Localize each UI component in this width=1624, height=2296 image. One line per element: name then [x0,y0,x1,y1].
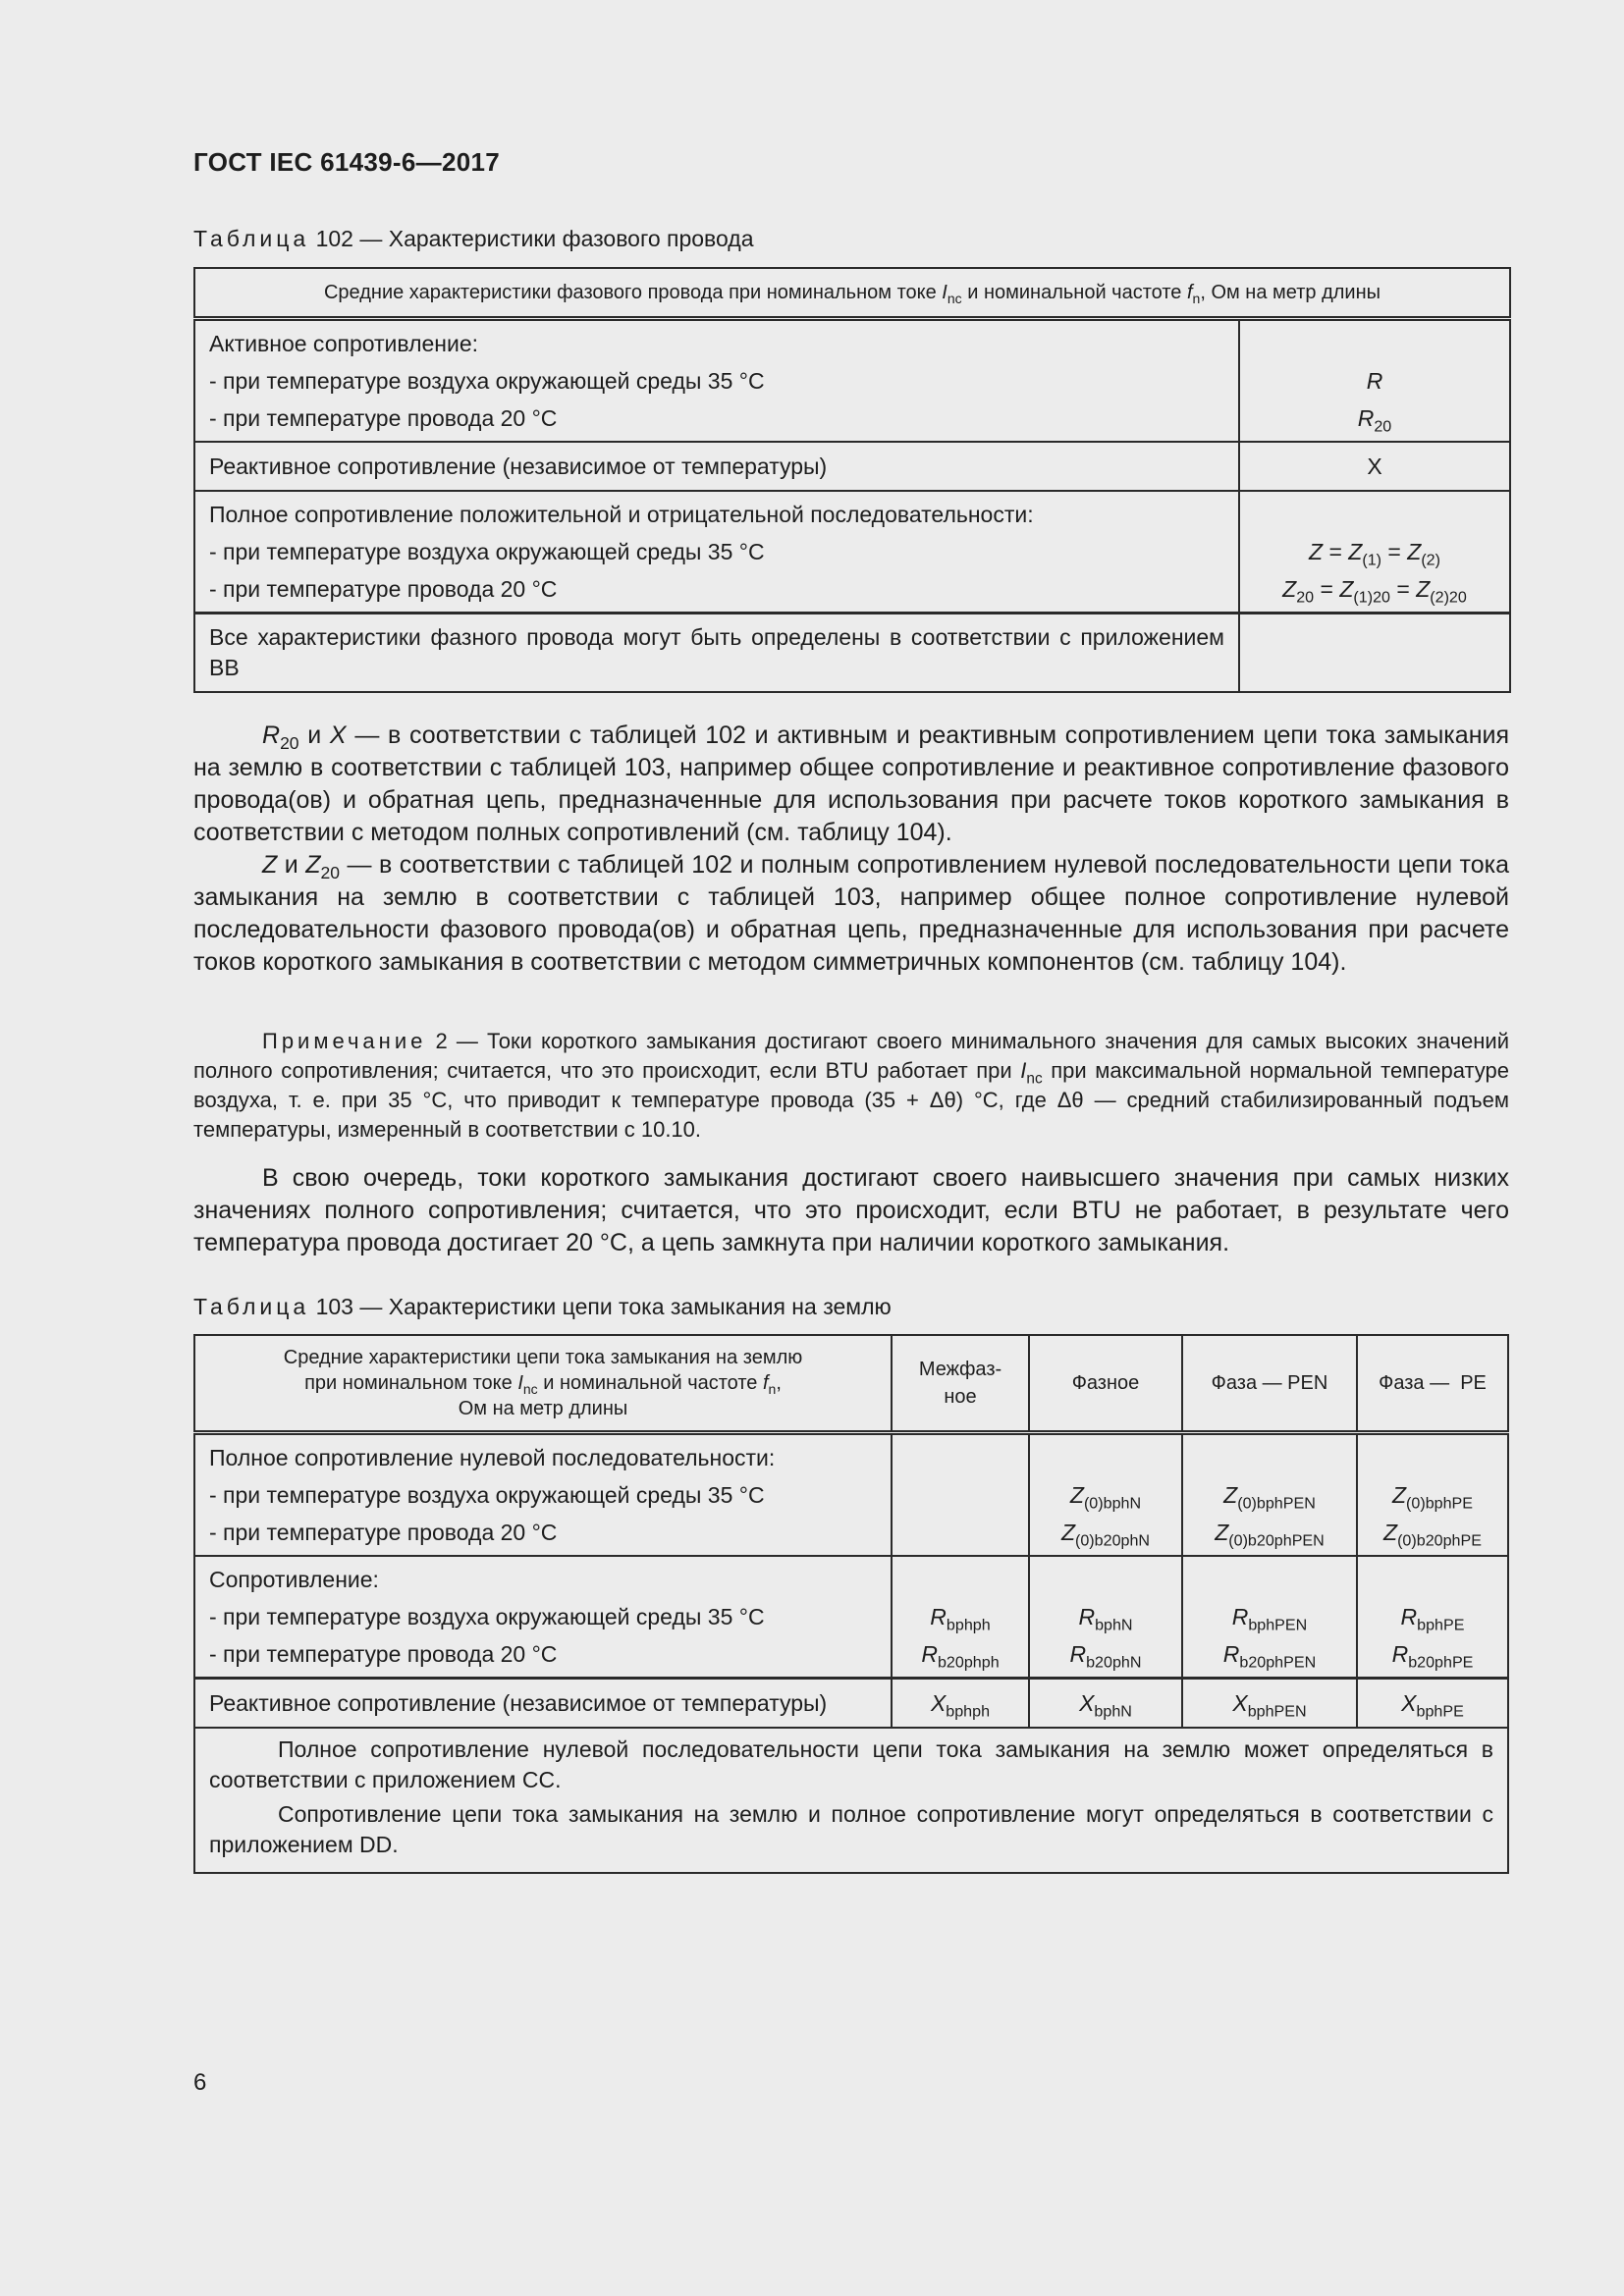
table-102-header-row [194,268,1510,319]
row-value-cell: $X_{bphph}$ [892,1679,1029,1729]
table-row [194,614,1510,693]
row-label-cell: Полное сопротивление нулевой последовательности: - при температуре воздуха окружающей среды 35 °С - при температуре провода 20 °С [194,1433,892,1557]
header-phase-cell: Фазное [1029,1335,1182,1433]
row-value-cell [892,1433,1029,1557]
table-row [194,442,1510,491]
table-footnote-row [194,1728,1508,1873]
caption-word: Таблица [193,226,310,251]
table-row [194,491,1510,614]
caption-text: 102 — Характеристики фазового провода [309,226,754,251]
paragraph-highest-value: В свою очередь, токи короткого замыкания достигают своего наивысшего значения при самых низких значениях полного сопротивления; считается, что это происходит, если BTU не работает, в результате чего температура провода достигает 20 °С, а цепь замкнута при наличии короткого замыкания. [193,1164,1509,1256]
row-value-cell: $X_{bphPE}$ [1357,1679,1508,1729]
table-102 [193,267,1511,693]
row-value-cell: X [1239,442,1510,491]
row-label-cell: Реактивное сопротивление (независимое от температуры) [194,442,1239,491]
caption-word: Таблица [193,1294,310,1319]
header-description-cell: Средние характеристики цепи тока замыкания на землю при номинальном токе $I_{nc}$ и номинальной частоте $f_n$, Ом на метр длины [194,1335,892,1433]
body-paragraphs [193,720,1509,979]
paragraph-r20: $R_{20}$ и X — в соответствии с таблицей 102 и активным и реактивным сопротивлением цепи тока замыкания на землю в соответствии с таблицей 103, например общее сопротивление и реактивное сопротивление фазового провода(ов) и обратная цепь, предназначенные для использования при расчете токов короткого замыкания в соответствии с методом полных сопротивлений (см. таблицу 104). [193,721,1510,846]
paragraph-z20: Z и $Z_{20}$ — в соответствии с таблицей 102 и полным сопротивлением нулевой последовательности цепи тока замыкания на землю в соответствии с таблицей 103, например общее полное сопротивление нулевой последовательности фазового провода(ов) и обратная цепь, предназначенные для использования при расчете токов короткого замыкания в соответствии с методом симметричных компонентов (см. таблицу 104). [193,851,1509,976]
table-row [194,1556,1508,1679]
row-value-cell: R $R_{20}$ [1239,319,1510,443]
table-103-caption [193,1294,892,1320]
row-label-cell: Активное сопротивление: - при температуре воздуха окружающей среды 35 °С - при температуре провода 20 °С [194,319,1239,443]
table-103 [193,1334,1509,1874]
header-phase-pe-cell: Фаза — PE [1357,1335,1508,1433]
row-label-cell: Все характеристики фазного провода могут быть определены в соответствии с приложением ВВ [194,614,1239,693]
table-102-header-cell: Средние характеристики фазового провода при номинальном токе $I_{nc}$ и номинальной частоте $f_n$, Ом на метр длины [194,268,1510,319]
row-value-cell: $R_{bphN}$ $R_{b20phN}$ [1029,1556,1182,1679]
row-label-cell: Реактивное сопротивление (независимое от температуры) [194,1679,892,1729]
row-value-cell: $Z_{(0)bphPEN}$ $Z_{(0)b20phPEN}$ [1182,1433,1357,1557]
row-label-cell: Сопротивление: - при температуре воздуха окружающей среды 35 °С - при температуре провода 20 °С [194,1556,892,1679]
row-value-cell [1239,614,1510,693]
header-interphase-cell: Межфаз-ное [892,1335,1029,1433]
table-row [194,1433,1508,1557]
row-label-cell: Полное сопротивление положительной и отрицательной последовательности: - при температуре воздуха окружающей среды 35 °С - при температуре провода 20 °С [194,491,1239,614]
document-header: ГОСТ IEC 61439-6—2017 [193,147,500,177]
row-value-cell: $X_{bphN}$ [1029,1679,1182,1729]
header-phase-pen-cell: Фаза — PEN [1182,1335,1357,1433]
row-value-cell: $R_{bphPEN}$ $R_{b20phPEN}$ [1182,1556,1357,1679]
table-row [194,1679,1508,1729]
row-value-cell: $Z_{(0)bphN}$ $Z_{(0)b20phN}$ [1029,1433,1182,1557]
table-102-caption [193,226,754,252]
table-103-header-row [194,1335,1508,1433]
page-number: 6 [193,2069,207,2096]
table-row [194,319,1510,443]
row-value-cell: $R_{bphph}$ $R_{b20phph}$ [892,1556,1029,1679]
row-value-cell: $X_{bphPEN}$ [1182,1679,1357,1729]
caption-text: 103 — Характеристики цепи тока замыкания на землю [309,1294,892,1319]
row-value-cell: $Z = Z_{(1)} = Z_{(2)}$ $Z_{20} = Z_{(1)20} = Z_{(2)20}$ [1239,491,1510,614]
row-value-cell: $R_{bphPE}$ $R_{b20phPE}$ [1357,1556,1508,1679]
row-value-cell: $Z_{(0)bphPE}$ $Z_{(0)b20phPE}$ [1357,1433,1508,1557]
note-2: Примечание 2 — Токи короткого замыкания достигают своего минимального значения для самых высоких значений полного сопротивления; считается, что это происходит, если BTU работает при $I_{nc}$ при максимальной нормальной температуре воздуха, т. е. при 35 °С, что приводит к температуре провода (35 + Δθ) °С, где Δθ — средний стабилизированный подъем температуры, измеренный в соответствии с 10.10. [193,1029,1509,1142]
table-103-footnote: Полное сопротивление нулевой последовательности цепи тока замыкания на землю может определяться в соответствии с приложением СС. Сопротивление цепи тока замыкания на землю и полное сопротивление могут определяться в соответствии с приложением DD. [194,1728,1508,1873]
